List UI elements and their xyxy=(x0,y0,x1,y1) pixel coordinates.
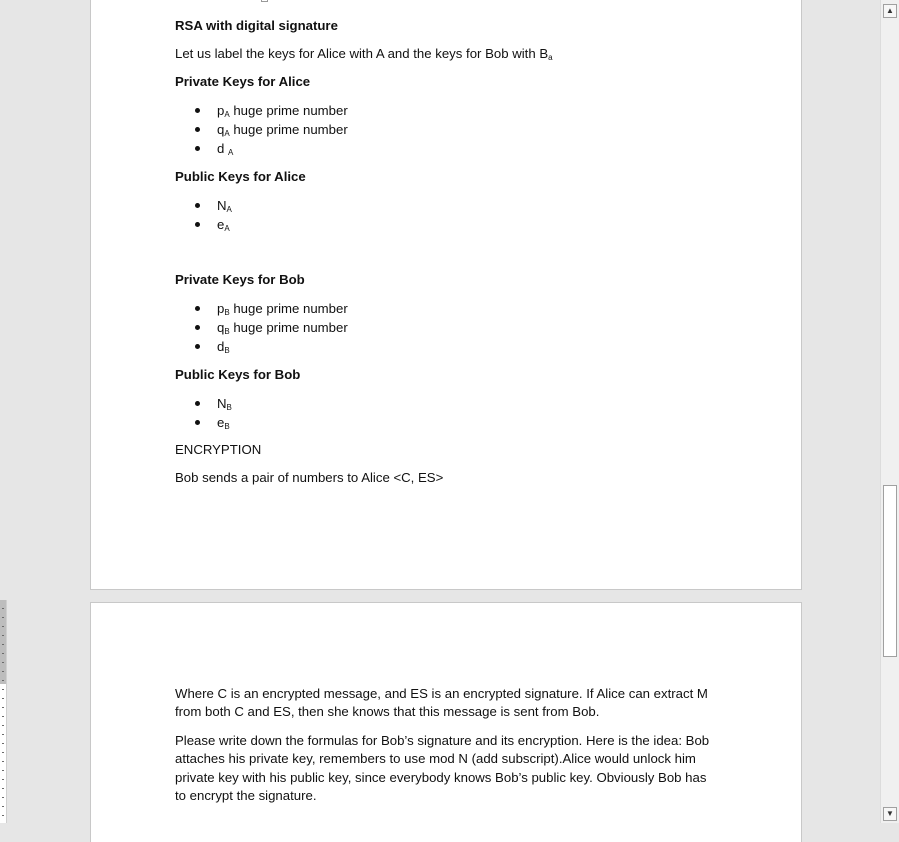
bob-public-item[interactable]: $N_B$ xyxy=(217,396,232,412)
bullet-dot xyxy=(195,146,200,151)
bob-private-heading[interactable]: Private Keys for Bob xyxy=(175,272,305,287)
bullet-dot xyxy=(195,203,200,208)
alice-private-item[interactable]: d $_A$ xyxy=(217,141,234,157)
alice-public-item[interactable]: $N_A$ xyxy=(217,198,232,214)
body-paragraph-2[interactable]: Please write down the formulas for Bob’s signature and its encryption. Here is the idea: Bob attaches his private key, remembers to use mod N (add subscript).Alice would unlock him private key with his public key, since everybody knows Bob’s public key. Obviously Bob has to encrypt the signature. xyxy=(175,733,710,804)
bullet-dot xyxy=(195,401,200,406)
encryption-heading[interactable]: ENCRYPTION xyxy=(175,442,262,457)
scrollbar-thumb[interactable] xyxy=(883,485,897,657)
arrow-down-icon: ▼ xyxy=(886,809,894,818)
bullet-dot xyxy=(195,420,200,425)
vertical-scrollbar[interactable] xyxy=(880,0,899,823)
bullet-dot xyxy=(195,108,200,113)
bob-public-item[interactable]: $e_B$ xyxy=(217,415,230,431)
bullet-dot xyxy=(195,222,200,227)
document-page-2 xyxy=(90,602,802,842)
scroll-down-button[interactable] xyxy=(883,807,897,821)
ruler-ticks xyxy=(2,600,4,823)
vertical-ruler xyxy=(0,600,7,823)
document-title[interactable]: RSA with digital signature xyxy=(175,18,338,33)
text-boundary-mark xyxy=(261,0,268,2)
intro-line[interactable]: Let us label the keys for Alice with A and the keys for Bob with $B_a$ xyxy=(175,46,553,62)
bullet-dot xyxy=(195,325,200,330)
encryption-text[interactable]: Bob sends a pair of numbers to Alice <C, ES> xyxy=(175,470,444,485)
alice-private-item[interactable]: $q_A$ huge prime number xyxy=(217,122,348,138)
arrow-up-icon: ▲ xyxy=(886,6,894,15)
bullet-dot xyxy=(195,344,200,349)
document-page-1 xyxy=(90,0,802,590)
bullet-dot xyxy=(195,306,200,311)
bob-private-item[interactable]: $p_B$ huge prime number xyxy=(217,301,348,317)
alice-public-item[interactable]: $e_A$ xyxy=(217,217,230,233)
bob-public-heading[interactable]: Public Keys for Bob xyxy=(175,367,301,382)
scroll-up-button[interactable] xyxy=(883,4,897,18)
alice-private-heading[interactable]: Private Keys for Alice xyxy=(175,74,311,89)
body-paragraph-1[interactable]: Where C is an encrypted message, and ES is an encrypted signature. If Alice can extract M from both C and ES, then she knows that this message is sent from Bob. xyxy=(175,686,708,720)
alice-private-item[interactable]: $p_A$ huge prime number xyxy=(217,103,348,119)
bullet-dot xyxy=(195,127,200,132)
bob-private-item[interactable]: $q_B$ huge prime number xyxy=(217,320,348,336)
bob-private-item[interactable]: $d_B$ xyxy=(217,339,230,355)
alice-public-heading[interactable]: Public Keys for Alice xyxy=(175,169,306,184)
